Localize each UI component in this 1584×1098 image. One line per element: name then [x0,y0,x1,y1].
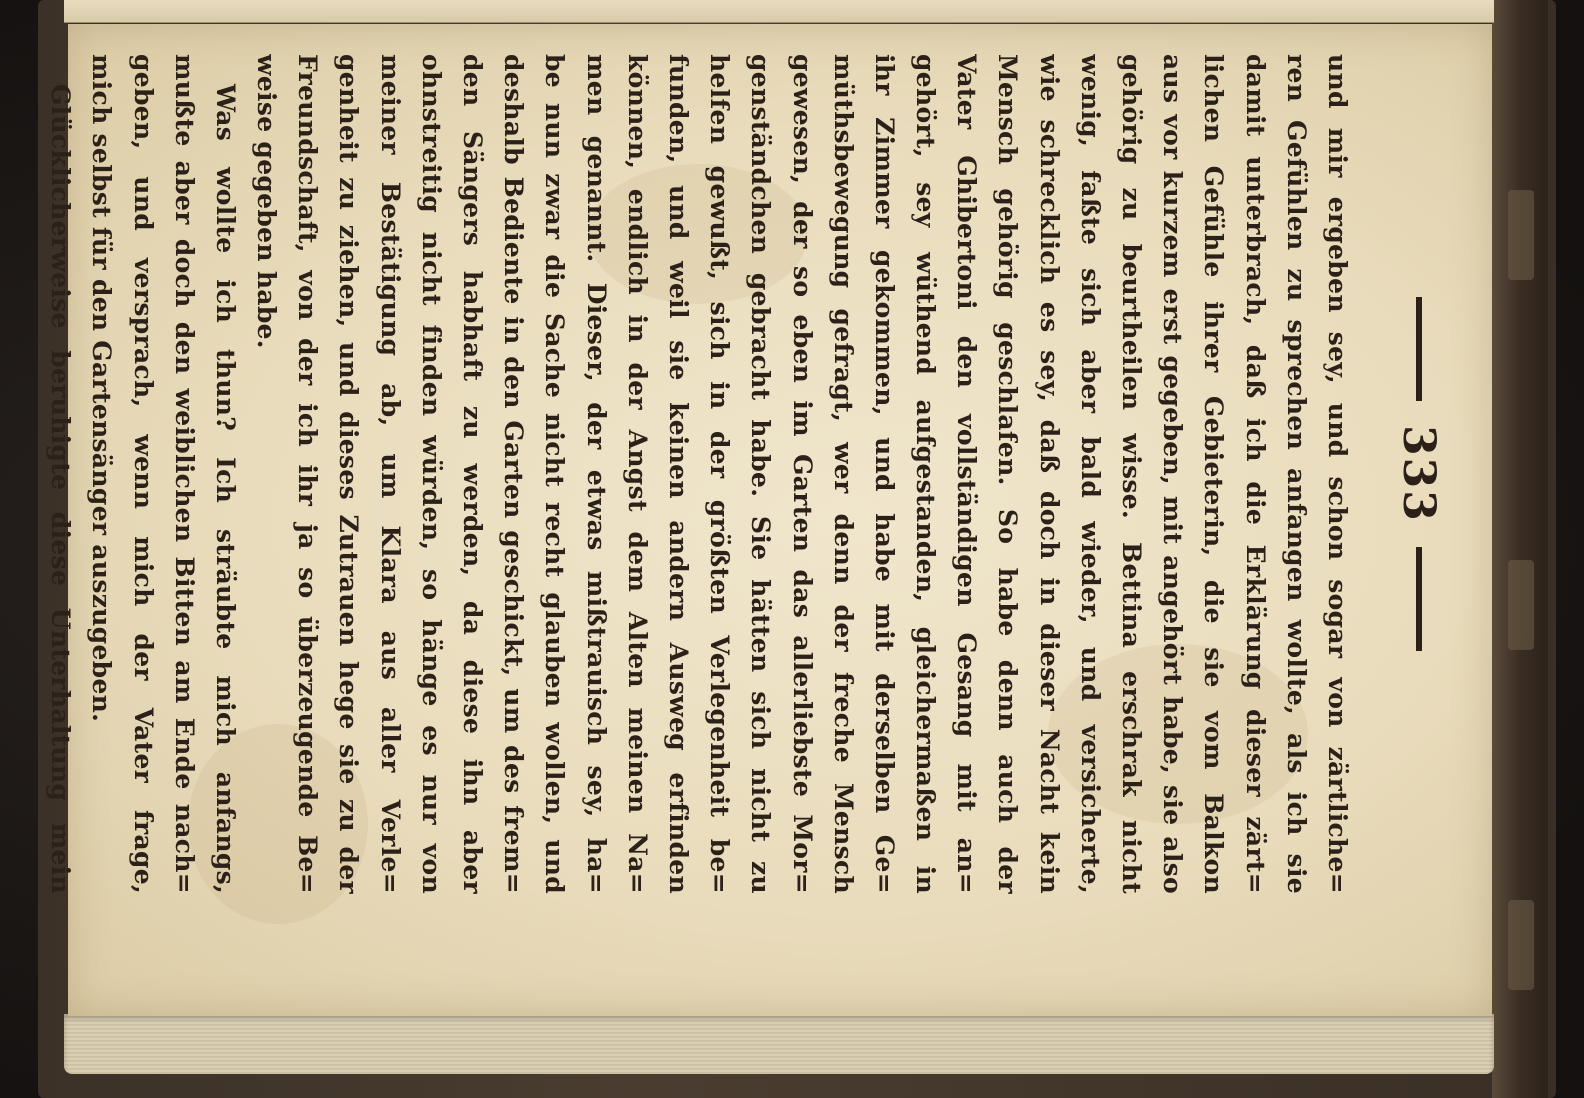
text-line: Freundschaft, von der ich ihr ja so überzeugende Be= [293,54,323,894]
header-rule-left [1416,297,1422,401]
text-line: ohnstreitig nicht finden würden, so hänge es nur von [416,54,446,894]
text-line: ren Gefühlen zu sprechen anfangen wollte, als ich sie [1281,54,1311,894]
header-rule-right [1416,547,1422,651]
text-line: helfen gewußt, sich in der größten Verlegenheit be= [705,54,735,894]
text-line: damit unterbrach, daß ich die Erklärung dieser zärt= [1240,54,1270,894]
text-line: Glücklicherweise beruhigte diese Unterhaltung mein [46,84,76,894]
text-line: genheit zu ziehen, und dieses Zutrauen hege sie zu der [334,54,364,894]
text-line: lichen Gefühle ihrer Gebieterin, die sie vom Balkon [1199,54,1229,894]
text-line: be nun zwar die Sache nicht recht glauben wollen, und [540,54,570,894]
text-line: deshalb Bediente in den Garten geschickt, um des frem= [499,54,529,894]
text-line: meiner Bestätigung ab, um Klara aus aller Verle= [375,54,405,894]
text-line: gewesen, der so eben im Garten das allerliebste Mor= [787,54,817,894]
text-line: mußte aber doch den weiblichen Bitten am Ende nach= [169,54,199,894]
text-line: Mensch gehörig geschlafen. So habe denn auch der [993,54,1023,894]
text-line: wie schrecklich es sey, daß doch in dieser Nacht kein [1034,54,1064,894]
page-text-block [46,54,1458,894]
text-line: funden, und weil sie keinen andern Ausweg erfinden [664,54,693,894]
text-line: gehört, sey wüthend aufgestanden, gleichermaßen in [911,54,941,894]
text-line: ihr Zimmer gekommen, und habe mit derselben Ge= [869,54,899,894]
spine-band [1508,900,1534,990]
text-line: mich selbst für den Gartensänger auszugeben. [87,54,117,723]
text-line: genständchen gebracht habe. Sie hätten sich nicht zu [746,54,776,894]
page-fore-edge [64,1014,1494,1074]
book-page [46,24,1492,1016]
text-line: weise gegeben habe. [252,54,282,349]
page-number: 333 [1393,425,1445,523]
previous-page-edge [64,0,1494,23]
spine-band [1508,560,1534,650]
text-line: men genannt. Dieser, der etwas mißtrauisch sey, ha= [581,54,611,894]
text-line: geben, und versprach, wenn mich der Vater frage, [128,54,158,894]
text-line: gehörig zu beurtheilen wisse. Bettina erschrak nicht [1117,54,1147,894]
text-line: wenig, faßte sich aber bald wieder, und versicherte, [1075,54,1105,894]
text-line: können, endlich in der Angst dem Alten meinen Na= [622,54,652,894]
text-line: und mir ergeben sey, und schon sogar von zärtliche= [1323,54,1352,894]
text-line: Vater Ghibertoni den vollständigen Gesang mit an= [952,54,982,894]
spine-band [1508,190,1534,280]
page-header [1384,54,1454,894]
text-line: müthsbewegung gefragt, wer denn der freche Mensch [828,54,858,894]
body-text [40,54,1358,894]
text-line: Was wollte ich thun? Ich sträubte mich anfangs, [210,84,240,894]
text-line: aus vor kurzem erst gegeben, mit angehört habe, sie also [1158,54,1188,894]
text-line: den Sängers habhaft zu werden, da diese ihn aber [458,54,488,894]
